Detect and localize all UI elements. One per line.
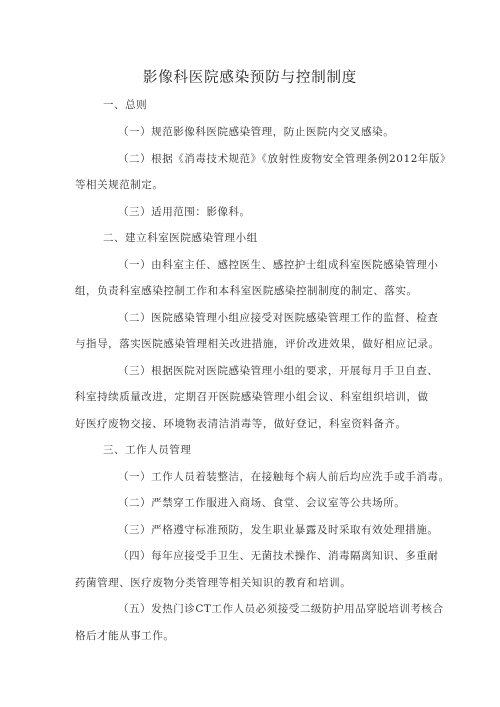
paragraph-line: 等相关规范制定。 [75, 179, 164, 191]
paragraph-line: 与指导，落实医院感染管理相关改进措施，评价改进效果，做好相应记录。 [75, 338, 440, 350]
paragraph-line: （二）根据《消毒技术规范》《放射性废物安全管理条例2012年版》 [118, 153, 452, 165]
paragraph-line: （二）医院感染管理小组应接受对医院感染管理工作的监督、检查 [118, 312, 439, 324]
paragraph-line: （二）严禁穿工作服进入商场、食堂、会议室等公共场所。 [118, 497, 406, 509]
paragraph-line: （三）根据医院对医院感染管理小组的要求，开展每月手卫自查、 [118, 365, 439, 377]
section-heading-general: 一、总则 [103, 99, 148, 111]
paragraph-line: （三）严格遵守标准预防，发生职业暴露及时采取有效处理措施。 [118, 524, 439, 536]
paragraph-line: （一）由科室主任、感控医生、感控护士组成科室医院感染管理小 [118, 259, 439, 271]
paragraph-line: 科室持续质量改进，定期召开医院感染管理小组会议、科室组织培训，做 [75, 391, 429, 403]
document-title: 影像科医院感染预防与控制制度 [142, 70, 358, 86]
paragraph-line: 药菌管理、医疗废物分类管理等相关知识的教育和培训。 [75, 577, 352, 589]
section-heading-staff-management: 三、工作人员管理 [103, 444, 192, 456]
paragraph-line: 格后才能从事工作。 [75, 630, 175, 642]
paragraph-line: （三）适用范围：影像科。 [118, 206, 251, 218]
paragraph-line: （五）发热门诊CT工作人员必须接受二级防护用品穿脱培训考核合 [118, 603, 444, 615]
paragraph-line: （一）规范影像科医院感染管理，防止医院内交叉感染。 [118, 126, 395, 138]
paragraph-line: 好医疗废物交接、环境物表清洁消毒等，做好登记，科室资料备齐。 [75, 418, 407, 430]
paragraph-line: （四）每年应接受手卫生、无菌技术操作、消毒隔离知识、多重耐 [118, 550, 439, 562]
section-heading-management-group: 二、建立科室医院感染管理小组 [103, 232, 258, 244]
paragraph-line: （一）工作人员着装整洁，在接触每个病人前后均应洗手或手消毒。 [118, 471, 450, 483]
paragraph-line: 组，负责科室感染控制工作和本科室医院感染控制制度的制定、落实。 [75, 285, 418, 297]
